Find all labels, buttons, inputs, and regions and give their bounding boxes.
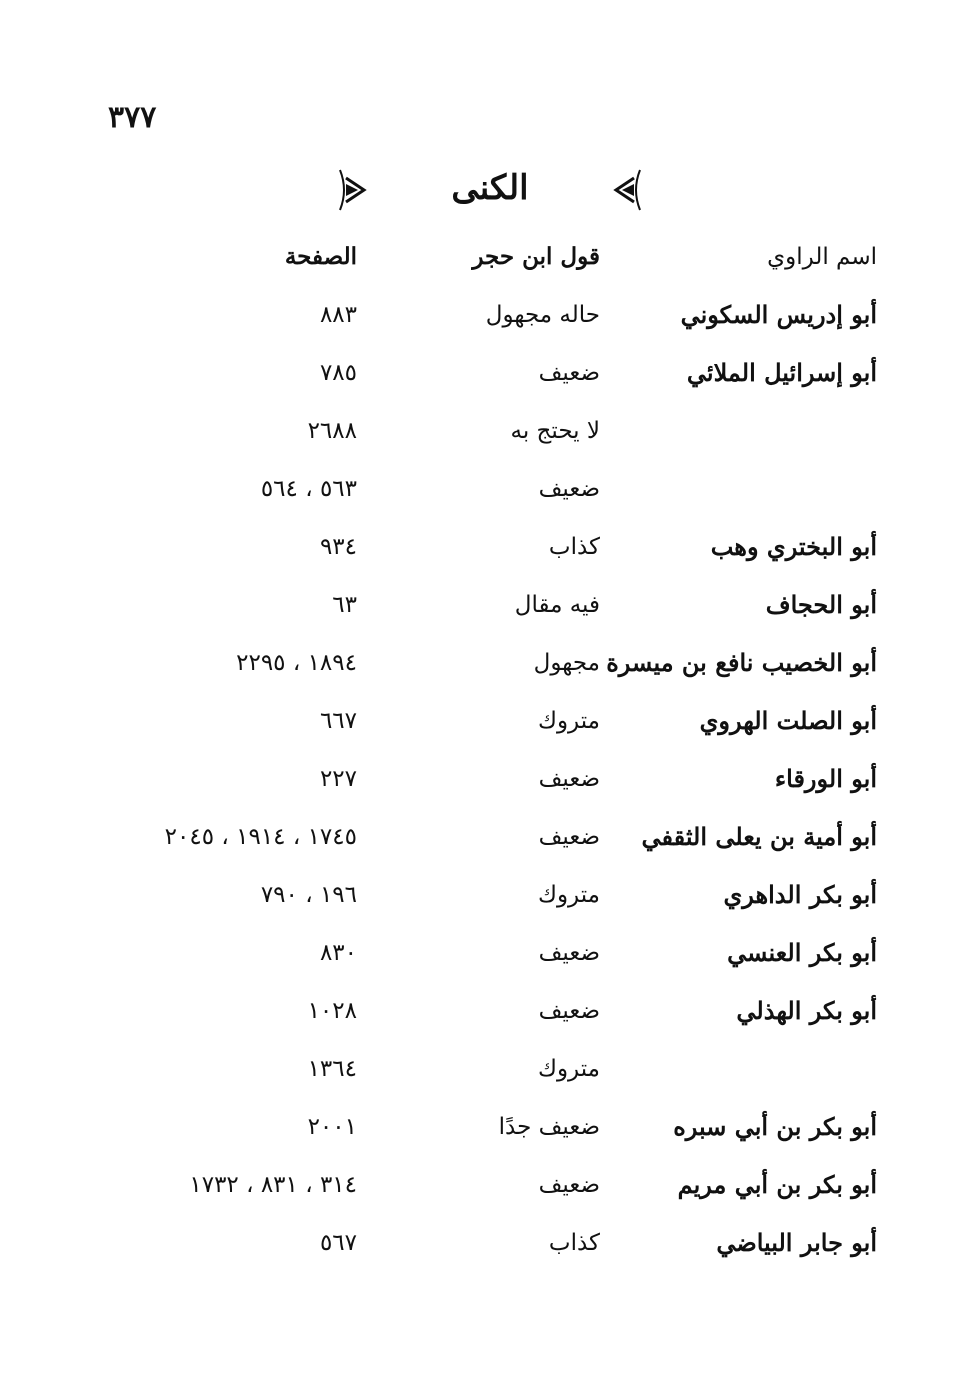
narrator-name bbox=[557, 464, 877, 514]
narrator-name bbox=[557, 406, 877, 456]
table-row bbox=[0, 1102, 955, 1152]
page-refs: ١٠٢٨ bbox=[307, 998, 357, 1024]
table-row bbox=[0, 754, 955, 804]
page-refs: ٥٦٧ bbox=[319, 1230, 357, 1256]
narrator-name: أبو بكر الهذلي bbox=[736, 996, 877, 1025]
table-header-row bbox=[0, 232, 955, 282]
narrator-name: أبو إدريس السكوني bbox=[680, 300, 877, 329]
page-refs: ٥٦٣ ، ٥٦٤ bbox=[260, 476, 357, 502]
table-row bbox=[0, 348, 955, 398]
ruling: متروك bbox=[537, 708, 600, 734]
table-row bbox=[0, 290, 955, 340]
table-row bbox=[0, 580, 955, 630]
table-row bbox=[0, 406, 955, 456]
narrator-name: أبو البختري وهب bbox=[710, 532, 877, 561]
narrator-name: أبو الورقاء bbox=[774, 764, 877, 793]
narrator-name: أبو إسرائيل الملائي bbox=[686, 358, 877, 387]
narrator-name: أبو بكر بن أبي مريم bbox=[677, 1170, 877, 1199]
narrator-name bbox=[557, 1044, 877, 1094]
narrator-name: أبو جابر البياضي bbox=[716, 1228, 877, 1257]
ruling: ضعيف bbox=[538, 1172, 600, 1198]
ruling: ضعيف bbox=[538, 476, 600, 502]
page-refs: ١٣٦٤ bbox=[307, 1056, 357, 1082]
table-row bbox=[0, 870, 955, 920]
left-ornament-icon bbox=[336, 166, 372, 214]
section-header bbox=[330, 160, 650, 230]
page-refs: ٣١٤ ، ٨٣١ ، ١٧٣٢ bbox=[189, 1172, 357, 1198]
ruling: ضعيف جدًا bbox=[498, 1114, 600, 1140]
ruling: كذاب bbox=[548, 1230, 600, 1256]
ruling: متروك bbox=[537, 1056, 600, 1082]
narrator-name: أبو الخصيب نافع بن ميسرة bbox=[606, 648, 877, 677]
ruling: مجهول bbox=[533, 650, 600, 676]
narrator-name: أبو بكر العنسي bbox=[727, 938, 877, 967]
page-refs: ٩٣٤ bbox=[319, 534, 357, 560]
page-refs: ٧٨٥ bbox=[319, 360, 357, 386]
page-refs: ١٧٤٥ ، ١٩١٤ ، ٢٠٤٥ bbox=[164, 824, 357, 850]
table-row bbox=[0, 522, 955, 572]
ruling: ضعيف bbox=[538, 360, 600, 386]
table-row bbox=[0, 464, 955, 514]
table-row bbox=[0, 696, 955, 746]
ruling: فيه مقال bbox=[514, 592, 600, 618]
table-row bbox=[0, 986, 955, 1036]
page-refs: ٨٨٣ bbox=[319, 302, 357, 328]
header-narrator-name: اسم الراوي bbox=[767, 244, 877, 270]
section-title: الكنى bbox=[451, 168, 529, 208]
narrator-name: أبو بكر بن أبي سبره bbox=[673, 1112, 877, 1141]
page-refs: ١٩٦ ، ٧٩٠ bbox=[260, 882, 357, 908]
narrator-name: أبو الحجاف bbox=[765, 590, 877, 619]
ruling: كذاب bbox=[548, 534, 600, 560]
ruling: حاله مجهول bbox=[485, 302, 600, 328]
page-number: ٣٧٧ bbox=[108, 100, 157, 135]
page-refs: ٢٢٧ bbox=[319, 766, 357, 792]
page-refs: ٨٣٠ bbox=[319, 940, 357, 966]
ruling: ضعيف bbox=[538, 998, 600, 1024]
ruling: ضعيف bbox=[538, 766, 600, 792]
table-row bbox=[0, 1160, 955, 1210]
ruling: لا يحتج به bbox=[510, 418, 600, 444]
page-refs: ١٨٩٤ ، ٢٢٩٥ bbox=[236, 650, 357, 676]
page-refs: ٦٣ bbox=[332, 592, 357, 618]
page-refs: ٢٠٠١ bbox=[307, 1114, 357, 1140]
page-refs: ٦٦٧ bbox=[319, 708, 357, 734]
narrator-name: أبو أمية بن يعلى الثقفي bbox=[641, 822, 877, 851]
table-row bbox=[0, 1218, 955, 1268]
ruling: ضعيف bbox=[538, 824, 600, 850]
table-row bbox=[0, 928, 955, 978]
table-row bbox=[0, 1044, 955, 1094]
ruling: متروك bbox=[537, 882, 600, 908]
table-row bbox=[0, 812, 955, 862]
narrator-name: أبو بكر الداهري bbox=[723, 880, 877, 909]
table-row bbox=[0, 638, 955, 688]
right-ornament-icon bbox=[608, 166, 644, 214]
narrator-name: أبو الصلت الهروي bbox=[699, 706, 877, 735]
page-refs: ٢٦٨٨ bbox=[307, 418, 357, 444]
ruling: ضعيف bbox=[538, 940, 600, 966]
header-ibn-hajar-ruling: قول ابن حجر bbox=[472, 243, 600, 270]
header-page: الصفحة bbox=[284, 243, 357, 270]
